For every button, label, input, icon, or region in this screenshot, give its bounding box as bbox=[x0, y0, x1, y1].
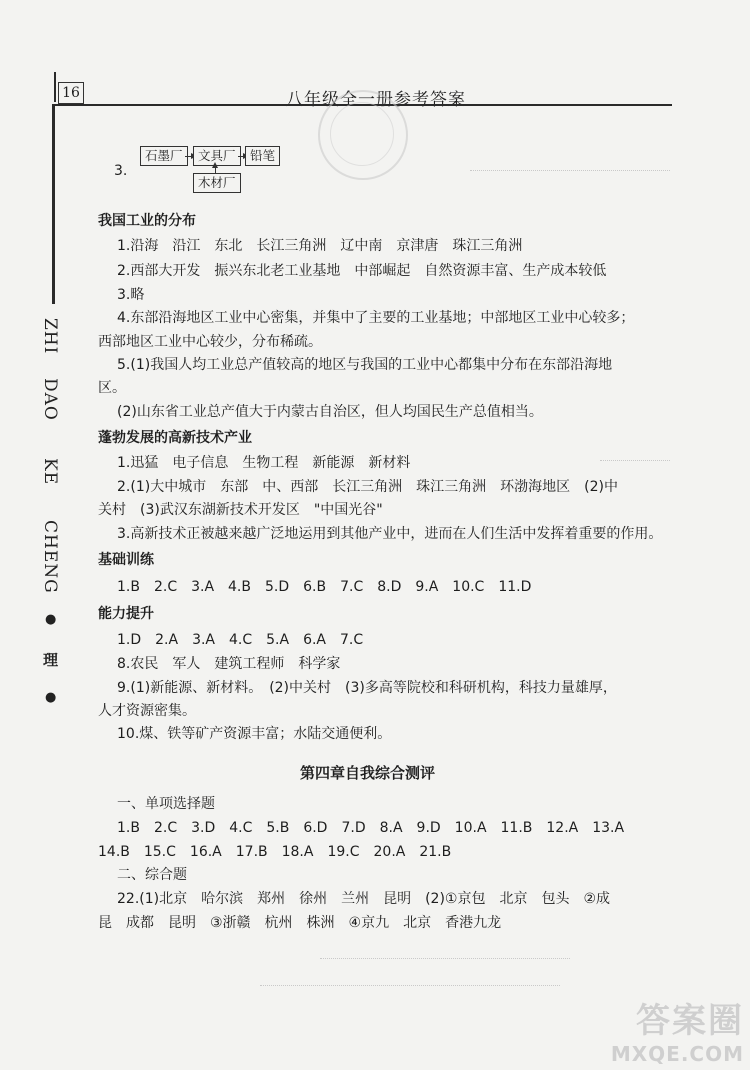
margin-word-3: KE bbox=[40, 458, 60, 486]
chapter-title: 第四章自我综合测评 bbox=[300, 764, 436, 782]
answer-line: 区。 bbox=[98, 380, 126, 396]
answer-line: 8.农民 军人 建筑工程师 科学家 bbox=[117, 656, 341, 672]
margin-subject: 理 bbox=[41, 652, 59, 668]
answer-line: 3.略 bbox=[117, 287, 145, 303]
section-heading: 我国工业的分布 bbox=[98, 213, 196, 229]
answer-line: 2.(1)大中城市 东部 中、西部 长江三角洲 珠江三角洲 环渤海地区 (2)中 bbox=[117, 479, 619, 495]
answer-line: 1.B 2.C 3.A 4.B 5.D 6.B 7.C 8.D 9.A 10.C 11.D bbox=[117, 579, 532, 595]
arrow-up-icon bbox=[215, 165, 216, 173]
answer-line: 14.B 15.C 16.A 17.B 18.A 19.C 20.A 21.B bbox=[98, 844, 452, 860]
answer-line: 22.(1)北京 哈尔滨 郑州 徐州 兰州 昆明 (2)①京包 北京 包头 ②成 bbox=[117, 891, 611, 907]
page-title: 八年级全一册参考答案 bbox=[286, 90, 466, 110]
answer-line: 3.高新技术正被越来越广泛地运用到其他产业中，进而在人们生活中发挥着重要的作用。 bbox=[117, 526, 663, 542]
answer-line: 1.B 2.C 3.D 4.C 5.B 6.D 7.D 8.A 9.D 10.A 11.B 12.A 13.A bbox=[117, 820, 625, 836]
answer-line: 1.沿海 沿江 东北 长江三角洲 辽中南 京津唐 珠江三角洲 bbox=[117, 238, 523, 254]
watermark-url: MXQE.COM bbox=[610, 1042, 744, 1066]
margin-rule bbox=[52, 104, 55, 304]
part-heading: 二、综合题 bbox=[117, 867, 187, 883]
bleed-through-line bbox=[470, 170, 670, 171]
stamp-seal-icon bbox=[318, 90, 408, 180]
answer-line: 人才资源密集。 bbox=[98, 703, 196, 719]
watermark-logo bbox=[611, 993, 744, 1066]
answer-line: 1.D 2.A 3.A 4.C 5.A 6.A 7.C bbox=[117, 632, 364, 648]
part-heading: 一、单项选择题 bbox=[117, 796, 215, 812]
bleed-through-line bbox=[320, 958, 570, 959]
page-number: 16 bbox=[58, 82, 84, 104]
answer-line: (2)山东省工业总产值大于内蒙古自治区，但人均国民生产总值相当。 bbox=[117, 404, 543, 420]
answer-line: 关村 (3)武汉东湖新技术开发区 "中国光谷" bbox=[98, 502, 383, 518]
margin-bullet-icon: ● bbox=[45, 612, 57, 627]
flow-box-stationery: 文具厂 bbox=[193, 146, 241, 166]
header-left-rule bbox=[54, 72, 56, 102]
bleed-through-line bbox=[260, 985, 560, 986]
watermark-text: 答案圈 bbox=[636, 1001, 744, 1041]
answer-line: 1.迅猛 电子信息 生物工程 新能源 新材料 bbox=[117, 455, 411, 471]
answer-line: 2.西部大开发 振兴东北老工业基地 中部崛起 自然资源丰富、生产成本较低 bbox=[117, 263, 607, 279]
answer-line: 4.东部沿海地区工业中心密集，并集中了主要的工业基地；中部地区工业中心较多； bbox=[117, 310, 635, 326]
margin-word-2: DAO bbox=[40, 378, 60, 421]
section-heading: 能力提升 bbox=[98, 606, 154, 622]
margin-word-1: ZHI bbox=[40, 318, 60, 355]
flow-box-graphite: 石墨厂 bbox=[140, 146, 188, 166]
answer-line: 9.(1)新能源、新材料。 (2)中关村 (3)多高等院校和科研机构，科技力量雄厚， bbox=[117, 680, 617, 696]
answer-line: 5.(1)我国人均工业总产值较高的地区与我国的工业中心都集中分布在东部沿海地 bbox=[117, 357, 613, 373]
margin-bullet-icon: ● bbox=[45, 690, 57, 705]
section-heading: 蓬勃发展的高新技术产业 bbox=[98, 430, 252, 446]
item-3-label: 3. bbox=[114, 163, 128, 179]
flow-box-timber: 木材厂 bbox=[193, 173, 241, 193]
section-heading: 基础训练 bbox=[98, 552, 154, 568]
flow-box-pencil: 铅笔 bbox=[245, 146, 280, 166]
answer-line: 10.煤、铁等矿产资源丰富；水陆交通便利。 bbox=[117, 726, 392, 742]
margin-word-4: CHENG bbox=[40, 520, 60, 594]
answer-line: 西部地区工业中心较少，分布稀疏。 bbox=[98, 334, 322, 350]
bleed-through-line bbox=[600, 460, 670, 461]
answer-line: 昆 成都 昆明 ③浙赣 杭州 株洲 ④京九 北京 香港九龙 bbox=[98, 915, 502, 931]
